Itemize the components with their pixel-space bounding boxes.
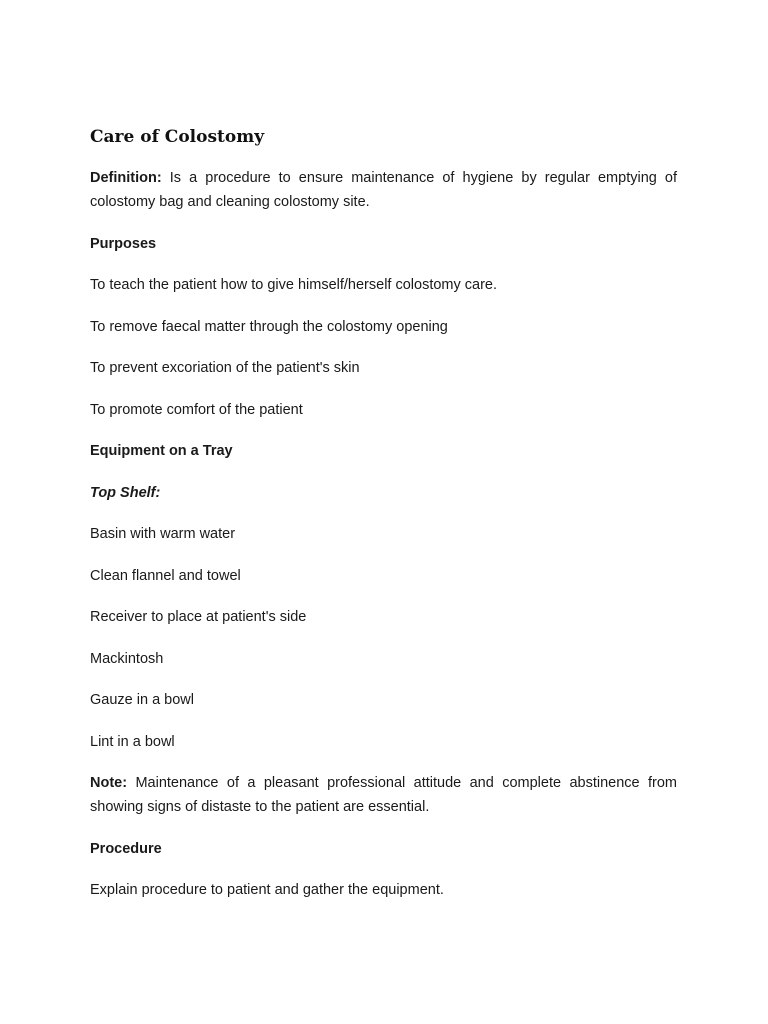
procedure-heading: Procedure xyxy=(90,840,162,857)
equipment-item: Clean flannel and towel xyxy=(90,567,241,584)
definition-text: Is a procedure to ensure maintenance of hygiene by regular emptying of colostomy bag and cleaning colostomy site. xyxy=(90,170,677,210)
top-shelf-heading: Top Shelf: xyxy=(90,484,161,501)
note-paragraph xyxy=(90,771,677,819)
purpose-item: To prevent excoriation of the patient's skin xyxy=(90,360,360,376)
purpose-item: To promote comfort of the patient xyxy=(90,401,303,418)
equipment-item: Basin with warm water xyxy=(90,526,236,542)
document-page xyxy=(90,120,677,920)
note-text: Maintenance of a pleasant professional attitude and complete abstinence from showing signs of distaste to the patient are essential. xyxy=(90,775,677,815)
definition-label: Definition: xyxy=(90,170,162,186)
procedure-step: Explain procedure to patient and gather the equipment. xyxy=(90,882,444,898)
equipment-heading: Equipment on a Tray xyxy=(90,443,233,459)
equipment-item: Gauze in a bowl xyxy=(90,692,194,708)
equipment-item: Mackintosh xyxy=(90,650,164,667)
equipment-item: Receiver to place at patient's side xyxy=(90,609,307,625)
purpose-item: To teach the patient how to give himself/herself colostomy care. xyxy=(90,277,498,293)
purpose-item: To remove faecal matter through the colostomy opening xyxy=(90,318,448,335)
equipment-item: Lint in a bowl xyxy=(90,733,175,750)
purposes-heading: Purposes xyxy=(90,235,157,252)
document-title: Care of Colostomy xyxy=(90,127,265,147)
definition-paragraph xyxy=(90,166,677,214)
note-label: Note: xyxy=(90,775,128,791)
